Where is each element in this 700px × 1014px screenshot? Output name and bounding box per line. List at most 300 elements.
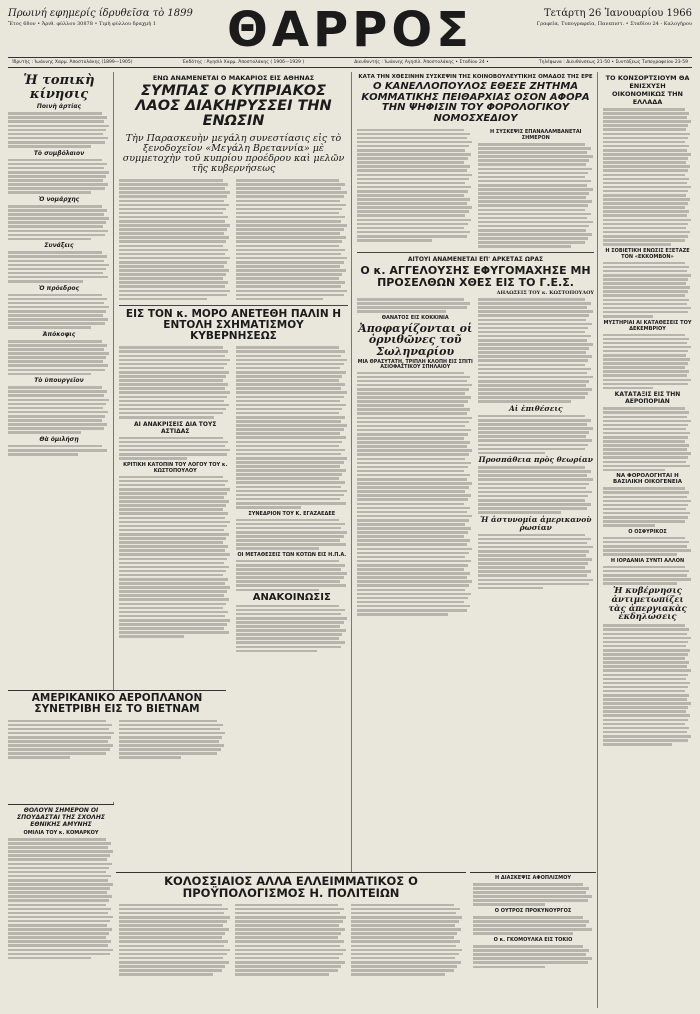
text-line xyxy=(603,735,691,738)
text-line xyxy=(603,500,691,503)
text-line xyxy=(603,112,689,115)
text-line xyxy=(119,253,225,256)
text-line xyxy=(119,290,230,293)
text-line xyxy=(603,342,687,345)
text-line xyxy=(357,425,465,428)
text-line xyxy=(357,214,465,217)
text-line xyxy=(8,899,109,902)
text-line xyxy=(357,219,471,222)
text-line xyxy=(603,411,689,414)
text-line xyxy=(236,224,347,227)
text-line xyxy=(119,965,225,968)
defense-school-text xyxy=(8,838,114,959)
text-line xyxy=(236,257,347,260)
masthead-right xyxy=(502,8,692,27)
text-line xyxy=(603,198,690,201)
text-line xyxy=(236,637,340,640)
text-line xyxy=(119,195,227,198)
local-text-3 xyxy=(8,205,110,240)
attacks-text xyxy=(478,415,595,454)
text-line xyxy=(603,461,686,464)
text-line xyxy=(8,112,102,115)
text-line xyxy=(236,249,345,252)
tokyo-kicker: Ο κ. ΓΚΟΜΟΥΛΚΑ ΕΙΣ ΤΟΚΙΟ xyxy=(493,937,573,944)
text-line xyxy=(603,512,690,515)
text-line xyxy=(357,302,470,305)
text-line xyxy=(603,202,688,205)
text-line xyxy=(8,187,105,190)
text-line xyxy=(478,298,585,301)
text-line xyxy=(119,441,228,444)
text-line xyxy=(235,940,344,943)
december-text xyxy=(603,334,692,390)
text-line xyxy=(603,182,687,185)
text-line xyxy=(119,920,227,923)
text-line xyxy=(119,277,223,280)
text-line xyxy=(603,165,690,168)
text-line xyxy=(8,863,112,866)
text-line xyxy=(603,653,688,656)
text-line xyxy=(236,613,342,616)
text-line xyxy=(603,710,686,713)
airforce-text xyxy=(603,407,692,471)
text-line xyxy=(8,238,91,241)
text-line xyxy=(603,706,688,709)
text-line xyxy=(478,335,591,338)
text-line xyxy=(603,270,687,273)
text-line xyxy=(235,973,329,976)
text-line xyxy=(8,251,102,254)
text-line xyxy=(603,266,689,269)
text-line xyxy=(603,315,653,318)
text-line xyxy=(8,125,109,128)
text-line xyxy=(119,619,230,622)
text-line xyxy=(8,137,108,140)
text-line xyxy=(236,269,346,272)
text-line xyxy=(119,508,223,511)
announcement-head: ΑΝΑΚΟΙΝΩΣΙΣ xyxy=(252,591,331,603)
death-kicker: ΘΑΝΑΤΟΣ ΕΙΣ ΚΟΚΚΙΝΙΑ xyxy=(381,314,449,321)
text-line xyxy=(603,278,688,281)
text-line xyxy=(8,352,109,355)
text-line xyxy=(119,445,225,448)
text-line xyxy=(478,587,543,590)
text-line xyxy=(119,607,223,610)
text-line xyxy=(236,208,343,211)
text-line xyxy=(603,299,689,302)
text-line xyxy=(478,538,591,541)
text-line xyxy=(478,415,585,418)
text-line xyxy=(603,303,687,306)
text-line xyxy=(8,159,102,162)
issue-date: Τετάρτη 26 Ἰανουαρίου 1966 xyxy=(543,8,692,19)
text-line xyxy=(8,740,108,743)
text-line xyxy=(235,920,343,923)
text-line xyxy=(236,290,347,293)
text-line xyxy=(8,407,103,410)
text-line xyxy=(603,420,691,423)
text-line xyxy=(119,627,224,630)
text-line xyxy=(478,184,588,187)
text-line xyxy=(357,609,467,612)
text-line xyxy=(603,731,687,734)
angelousis-byline: ΔΗΛΩΣΕΙΣ ΤΟΥ κ. ΚΩΣΤΟΠΟΥΛΟΥ xyxy=(496,289,594,296)
column-politics xyxy=(354,72,598,1008)
text-line xyxy=(119,396,227,399)
text-line xyxy=(478,355,592,358)
text-line xyxy=(478,554,586,557)
text-line xyxy=(8,373,91,376)
text-line xyxy=(236,473,343,476)
local-text-4 xyxy=(8,251,110,282)
text-line xyxy=(478,470,591,473)
text-line xyxy=(8,895,112,898)
text-line xyxy=(603,566,685,569)
text-line xyxy=(119,449,230,452)
text-line xyxy=(478,431,590,434)
text-line xyxy=(236,187,342,190)
text-line xyxy=(236,350,345,353)
text-line xyxy=(357,412,467,415)
text-line xyxy=(478,310,593,313)
text-line xyxy=(478,233,592,236)
text-line xyxy=(357,169,467,172)
text-line xyxy=(603,366,685,369)
text-line xyxy=(603,690,685,693)
text-line xyxy=(236,232,341,235)
text-line xyxy=(235,928,345,931)
text-line xyxy=(478,427,593,430)
text-line xyxy=(8,875,111,878)
text-line xyxy=(119,453,227,456)
text-line xyxy=(8,953,110,956)
text-line xyxy=(478,570,591,573)
osfyrikos-text xyxy=(603,537,692,556)
text-line xyxy=(8,369,105,372)
text-line xyxy=(236,355,342,358)
text-line xyxy=(478,380,590,383)
text-line xyxy=(235,932,341,935)
text-line xyxy=(603,231,690,234)
text-line xyxy=(119,367,224,370)
text-line xyxy=(236,621,344,624)
text-line xyxy=(8,867,109,870)
text-line xyxy=(478,392,589,395)
text-line xyxy=(603,174,685,177)
text-line xyxy=(603,504,688,507)
text-line xyxy=(236,367,341,370)
text-line xyxy=(603,223,688,226)
text-line xyxy=(603,537,685,540)
text-line xyxy=(8,748,110,751)
text-line xyxy=(357,539,470,542)
text-line xyxy=(603,161,686,164)
text-line xyxy=(357,433,468,436)
text-line xyxy=(603,491,689,494)
text-line xyxy=(357,490,465,493)
text-line xyxy=(357,417,472,420)
text-line xyxy=(357,227,464,230)
text-line xyxy=(8,306,109,309)
text-line xyxy=(357,190,468,193)
text-line xyxy=(357,453,469,456)
text-line xyxy=(603,334,685,337)
text-line xyxy=(119,521,230,524)
text-line xyxy=(357,298,464,301)
text-line xyxy=(603,516,688,519)
text-line xyxy=(357,576,467,579)
text-line xyxy=(603,524,655,527)
text-line xyxy=(119,924,223,927)
text-line xyxy=(119,973,213,976)
publisher-info: Ἐκδότης : Ἀγησὶλ Χαρμ. Ἀποστολάκης ( 1906—1929 ) xyxy=(182,60,305,65)
text-line xyxy=(357,161,464,164)
text-line xyxy=(603,674,688,677)
text-line xyxy=(236,445,340,448)
text-line xyxy=(357,535,464,538)
local-kicker-1: Ποινὴ ἀρτίας xyxy=(36,103,82,111)
text-line xyxy=(8,403,106,406)
text-line xyxy=(603,698,687,701)
local-kicker-4: Συνάξεις xyxy=(44,242,74,250)
text-line xyxy=(357,548,472,551)
text-line xyxy=(357,458,465,461)
text-line xyxy=(236,379,340,382)
text-line xyxy=(236,576,344,579)
text-line xyxy=(478,319,586,322)
text-line xyxy=(603,661,689,664)
text-line xyxy=(357,421,469,424)
text-line xyxy=(357,441,470,444)
text-line xyxy=(603,128,686,131)
congress-text xyxy=(236,519,349,550)
text-line xyxy=(8,390,107,393)
text-line xyxy=(119,371,229,374)
text-line xyxy=(8,399,109,402)
text-line xyxy=(236,531,347,534)
text-line xyxy=(357,223,468,226)
text-line xyxy=(119,586,230,589)
text-line xyxy=(478,143,585,146)
text-line xyxy=(357,174,472,177)
text-line xyxy=(603,452,691,455)
text-line xyxy=(8,171,109,174)
text-line xyxy=(119,492,227,495)
text-line xyxy=(119,387,225,390)
text-line xyxy=(357,519,469,522)
text-line xyxy=(119,529,224,532)
text-line xyxy=(8,908,111,911)
text-line xyxy=(236,371,346,374)
text-line xyxy=(8,129,106,132)
text-line xyxy=(603,374,687,377)
text-line xyxy=(603,124,688,127)
text-line xyxy=(478,583,590,586)
angelousis-text-1 xyxy=(357,298,474,313)
local-kicker-5: Ὁ πρόεδρος xyxy=(38,284,80,292)
text-line xyxy=(603,487,685,490)
text-line xyxy=(8,427,104,430)
text-line xyxy=(478,192,590,195)
text-line xyxy=(236,543,346,546)
text-line xyxy=(119,273,226,276)
jordan-text xyxy=(603,566,692,585)
text-line xyxy=(603,578,691,581)
text-line xyxy=(603,346,691,349)
text-line xyxy=(236,519,340,522)
text-line xyxy=(603,739,688,742)
text-line xyxy=(119,541,223,544)
text-line xyxy=(235,904,338,907)
text-line xyxy=(119,553,230,556)
text-line xyxy=(8,891,107,894)
text-line xyxy=(8,302,104,305)
text-line xyxy=(8,356,106,359)
text-line xyxy=(357,470,464,473)
text-line xyxy=(236,641,345,644)
text-line xyxy=(119,379,223,382)
text-line xyxy=(357,482,472,485)
text-line xyxy=(357,137,467,140)
text-line xyxy=(603,311,688,314)
text-line xyxy=(8,453,78,456)
text-line xyxy=(478,229,586,232)
text-line xyxy=(236,633,343,636)
text-line xyxy=(478,566,585,569)
text-line xyxy=(119,603,226,606)
text-line xyxy=(236,589,319,592)
local-text-7 xyxy=(8,386,110,434)
text-line xyxy=(235,957,339,960)
text-line xyxy=(119,208,226,211)
text-line xyxy=(236,212,340,215)
congress-kicker: ΣΥΝΕΔΡΙΟΝ ΤΟΥ Κ. ΕΓΑΖΑΕΔΕΕ xyxy=(248,510,336,517)
text-line xyxy=(603,235,688,238)
text-line xyxy=(8,225,103,228)
text-line xyxy=(8,912,108,915)
text-line xyxy=(119,269,229,272)
text-line xyxy=(119,631,229,634)
text-line xyxy=(603,262,685,265)
text-line xyxy=(119,236,229,239)
text-line xyxy=(357,580,472,583)
text-line xyxy=(603,358,690,361)
text-line xyxy=(603,714,690,717)
text-line xyxy=(8,360,103,363)
text-line xyxy=(473,949,589,952)
text-line xyxy=(603,665,687,668)
text-line xyxy=(357,511,467,514)
text-line xyxy=(478,217,588,220)
text-line xyxy=(478,323,592,326)
text-line xyxy=(478,534,585,537)
text-line xyxy=(236,273,343,276)
text-line xyxy=(236,391,347,394)
text-line xyxy=(603,137,688,140)
text-line xyxy=(478,351,586,354)
text-line xyxy=(357,384,472,387)
effort-text xyxy=(478,466,595,514)
jordan-kicker: Η ΙΟΡΔΑΝΙΑ ΣΥΝΤΙ ΑΛΛΟΝ xyxy=(610,557,685,564)
text-line xyxy=(603,190,688,193)
text-line xyxy=(119,363,227,366)
text-line xyxy=(236,584,346,587)
text-line xyxy=(8,230,108,233)
local-kicker-8: Θὰ ὁμιλήσῃ xyxy=(39,435,79,443)
text-line xyxy=(478,495,589,498)
text-line xyxy=(357,141,472,144)
text-line xyxy=(119,220,225,223)
text-line xyxy=(603,307,691,310)
divider xyxy=(119,305,348,306)
text-line xyxy=(119,216,228,219)
text-line xyxy=(8,217,109,220)
text-line xyxy=(603,570,689,573)
text-line xyxy=(603,194,686,197)
small-stories xyxy=(470,872,596,1008)
text-line xyxy=(357,429,471,432)
text-line xyxy=(478,196,586,199)
text-line xyxy=(357,380,467,383)
text-line xyxy=(236,486,342,489)
text-line xyxy=(603,628,689,631)
text-line xyxy=(119,285,225,288)
local-text-2 xyxy=(8,159,110,194)
text-line xyxy=(119,936,222,939)
text-line xyxy=(236,494,344,497)
text-line xyxy=(8,364,108,367)
text-line xyxy=(603,678,686,681)
transfers-kicker: ΟΙ ΜΕΤΑΘΕΣΕΙΣ ΤΩΝ ΚΟΤΩΝ ΕΙΣ Η.Π.Α. xyxy=(237,551,347,558)
text-line xyxy=(8,431,81,434)
text-line xyxy=(603,116,687,119)
angelousis-text-2 xyxy=(478,298,595,403)
criticism-kicker: ΚΡΙΤΙΚΗ ΚΑΤΟΠΙΝ ΤΟΥ ΛΟΓΟΥ ΤΟΥ κ. ΚΩΣΤΟΠΟΥΛΟΥ xyxy=(123,461,228,474)
text-line xyxy=(603,149,687,152)
text-line xyxy=(357,388,469,391)
text-line xyxy=(603,157,688,160)
text-line xyxy=(8,419,102,422)
text-line xyxy=(236,436,346,439)
kanellopoulos-text-1 xyxy=(357,127,474,249)
text-line xyxy=(478,487,586,490)
text-line xyxy=(478,499,585,502)
text-line xyxy=(478,466,585,469)
text-line xyxy=(236,449,345,452)
text-line xyxy=(8,842,111,845)
text-line xyxy=(235,945,340,948)
text-line xyxy=(603,428,686,431)
text-line xyxy=(478,423,588,426)
text-line xyxy=(473,953,586,956)
text-line xyxy=(119,212,223,215)
text-line xyxy=(603,416,687,419)
cyprus-text-1 xyxy=(119,178,232,302)
text-line xyxy=(473,945,583,948)
text-line xyxy=(8,449,107,452)
text-line xyxy=(236,228,344,231)
text-line xyxy=(119,566,229,569)
text-line xyxy=(236,523,345,526)
text-line xyxy=(236,432,341,435)
text-line xyxy=(119,400,224,403)
text-line xyxy=(357,560,471,563)
text-line xyxy=(236,375,343,378)
text-line xyxy=(8,871,106,874)
text-line xyxy=(236,236,346,239)
text-line xyxy=(8,234,105,237)
text-line xyxy=(119,240,226,243)
